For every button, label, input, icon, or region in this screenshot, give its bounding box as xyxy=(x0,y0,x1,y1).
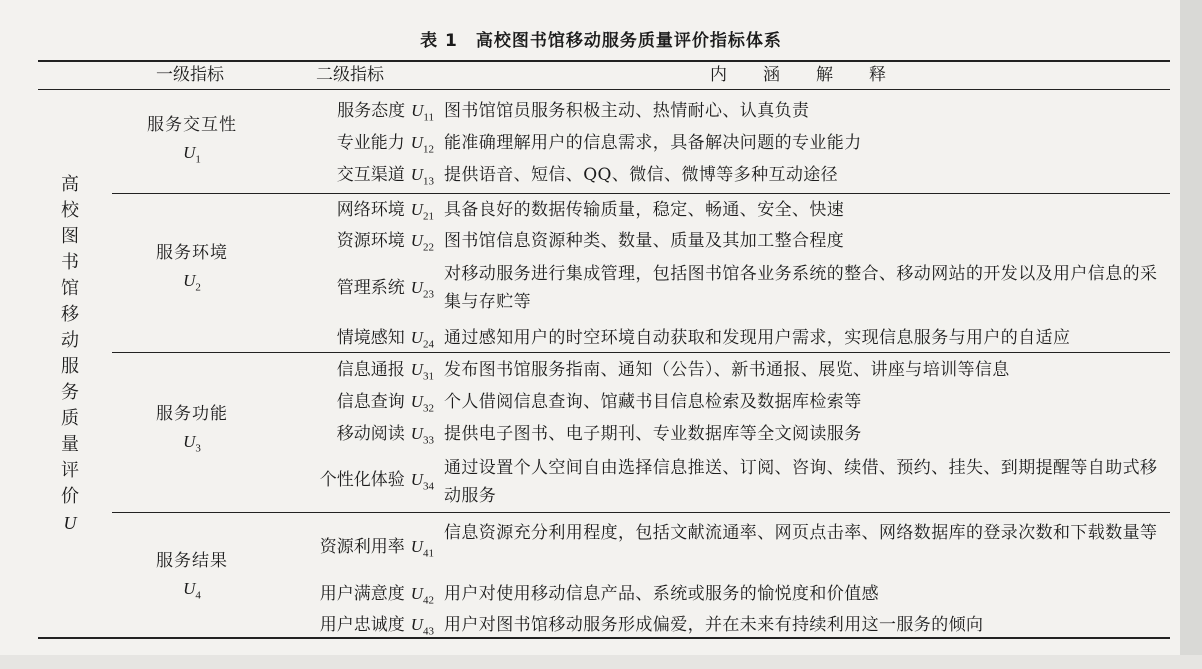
level2-cell xyxy=(337,196,434,230)
level1-cell xyxy=(122,400,262,462)
level2-code: $U_{12}$ xyxy=(410,133,434,156)
meaning-text: 用户对图书馆移动服务形成偏爱，并在未来有持续利用这一服务的倾向 xyxy=(444,615,984,635)
level1-name: 服务结果 xyxy=(156,551,228,571)
meaning-text: 对移动服务进行集成管理，包括图书馆各业务系统的整合、移动网站的开发以及用户信息的采集与存贮等 xyxy=(444,264,1158,312)
level2-code: $U_{24}$ xyxy=(410,328,434,351)
level2-cell xyxy=(320,533,434,567)
level2-name: 资源利用率 xyxy=(319,537,405,557)
level1-code: $U_1$ xyxy=(183,143,201,166)
meaning-text: 图书馆信息资源种类、数量、质量及其加工整合程度 xyxy=(444,231,845,251)
level2-name: 用户忠诚度 xyxy=(319,615,405,635)
meaning-text: 通过感知用户的时空环境自动获取和发现用户需求，实现信息服务与用户的自适应 xyxy=(444,328,1071,348)
level2-cell xyxy=(337,324,434,358)
level2-code: $U_{32}$ xyxy=(410,392,434,415)
level2-code: $U_{33}$ xyxy=(410,424,434,447)
root-char: 价 xyxy=(61,486,79,507)
top-rule xyxy=(38,60,1170,62)
meaning-text: 能准确理解用户的信息需求，具备解决问题的专业能力 xyxy=(444,133,862,153)
level2-cell xyxy=(337,356,434,390)
meaning-text: 提供语音、短信、QQ、微信、微博等多种互动途径 xyxy=(444,165,839,185)
header-meaning: 内涵解释 xyxy=(710,65,922,85)
meaning-text: 用户对使用移动信息产品、系统或服务的愉悦度和价值感 xyxy=(444,584,879,604)
table-number: 表 1 xyxy=(420,31,458,51)
level2-name: 服务态度 xyxy=(337,101,406,121)
root-char: 图 xyxy=(61,226,79,247)
table-caption xyxy=(0,26,1202,51)
level2-code: $U_{34}$ xyxy=(410,470,434,493)
level2-code: $U_{42}$ xyxy=(410,584,434,607)
level2-name: 个性化体验 xyxy=(319,470,405,490)
level2-code: $U_{41}$ xyxy=(410,537,434,560)
root-char: 动 xyxy=(61,330,79,351)
meaning-text: 信息资源充分利用程度，包括文献流通率、网页点击率、网络数据库的登录次数和下载数量等 xyxy=(444,523,1158,543)
table-title: 高校图书馆移动服务质量评价指标体系 xyxy=(475,31,782,51)
level2-name: 信息通报 xyxy=(336,360,405,380)
level2-name: 资源环境 xyxy=(336,231,405,251)
meaning-text: 具备良好的数据传输质量，稳定、畅通、安全、快速 xyxy=(444,200,845,220)
group-rule xyxy=(112,352,1170,353)
root-char: 服 xyxy=(61,356,79,377)
root-char: 书 xyxy=(61,252,79,273)
level2-name: 管理系统 xyxy=(336,278,405,298)
group-rule xyxy=(112,512,1170,513)
level2-name: 专业能力 xyxy=(336,133,405,153)
level2-cell xyxy=(337,129,434,163)
level1-name: 服务环境 xyxy=(156,243,228,263)
meaning-text: 通过设置个人空间自由选择信息推送、订阅、咨询、续借、预约、挂失、到期提醒等自助式移动服务 xyxy=(444,458,1158,506)
root-char: 质 xyxy=(61,408,79,429)
level2-code: $U_{22}$ xyxy=(410,231,434,254)
level2-code: $U_{11}$ xyxy=(411,101,434,124)
level2-name: 交互渠道 xyxy=(336,165,405,185)
level1-code: $U_2$ xyxy=(183,271,201,294)
level2-name: 信息查询 xyxy=(336,392,405,412)
level2-cell xyxy=(337,227,434,261)
scan-edge-bottom xyxy=(0,655,1202,669)
level2-cell xyxy=(337,420,434,454)
header-level2: 二级指标 xyxy=(316,65,384,85)
level2-name: 网络环境 xyxy=(336,200,405,220)
root-char: 移 xyxy=(61,304,79,325)
level2-cell xyxy=(320,466,434,500)
header-rule xyxy=(38,89,1170,90)
root-symbol: U xyxy=(63,513,77,533)
level1-code: $U_3$ xyxy=(183,432,201,455)
root-char: 高 xyxy=(61,174,79,195)
level2-cell xyxy=(320,580,434,614)
level2-cell xyxy=(337,161,434,195)
level2-code: $U_{13}$ xyxy=(410,165,434,188)
root-char: 馆 xyxy=(61,278,79,299)
group-rule xyxy=(112,193,1170,194)
level2-code: $U_{23}$ xyxy=(410,278,434,301)
level1-code: $U_4$ xyxy=(183,579,201,602)
scan-edge-right xyxy=(1180,0,1202,669)
level1-cell xyxy=(122,111,262,173)
level2-name: 情境感知 xyxy=(336,328,405,348)
level1-name: 服务功能 xyxy=(156,404,228,424)
level2-cell xyxy=(320,611,434,645)
level2-cell xyxy=(337,97,434,131)
meaning-text: 个人借阅信息查询、馆藏书目信息检索及数据库检索等 xyxy=(444,392,862,412)
level2-code: $U_{21}$ xyxy=(410,200,434,223)
root-char: 校 xyxy=(61,200,79,221)
level2-cell xyxy=(337,274,434,308)
level2-code: $U_{31}$ xyxy=(410,360,434,383)
root-char: 评 xyxy=(61,460,79,481)
level1-cell xyxy=(122,547,262,609)
level2-code: $U_{43}$ xyxy=(410,615,434,638)
level1-cell xyxy=(122,239,262,301)
level2-name: 用户满意度 xyxy=(319,584,405,604)
level2-name: 移动阅读 xyxy=(336,424,405,444)
root-char: 量 xyxy=(61,434,79,455)
meaning-text: 提供电子图书、电子期刊、专业数据库等全文阅读服务 xyxy=(444,424,862,444)
level2-cell xyxy=(337,388,434,422)
header-level1: 一级指标 xyxy=(156,65,224,85)
meaning-text: 发布图书馆服务指南、通知（公告）、新书通报、展览、讲座与培训等信息 xyxy=(444,360,1010,380)
root-char: 务 xyxy=(61,382,79,403)
meaning-text: 图书馆馆员服务积极主动、热情耐心、认真负责 xyxy=(444,101,810,121)
bottom-rule xyxy=(38,637,1170,639)
level1-name: 服务交互性 xyxy=(147,115,237,135)
root-index xyxy=(50,172,90,536)
